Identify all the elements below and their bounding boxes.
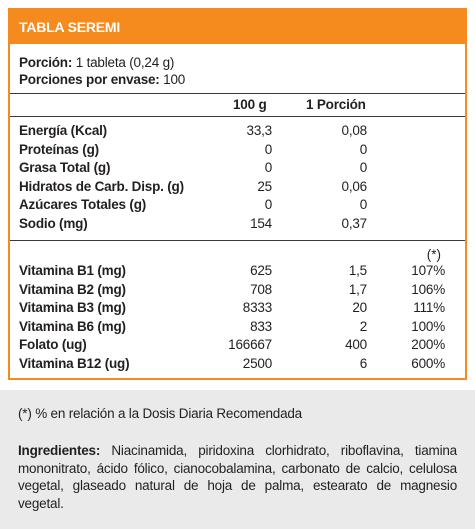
footnote: (*) % en relación a la Dosis Diaria Recomendada [18, 406, 302, 421]
value-percent-ddr: 600% [411, 355, 445, 371]
column-header-per100: 100 g [233, 97, 267, 112]
value-per-portion: 2 [359, 318, 367, 334]
percent-marker: (*) [426, 247, 441, 262]
value-per100: 8333 [242, 300, 272, 315]
nutrient-row [10, 179, 465, 198]
servings-value: 100 [159, 72, 186, 87]
value-percent-ddr: 100% [411, 318, 445, 334]
portion-value: 1 tableta (0,24 g) [72, 55, 175, 70]
row-label: Vitamina B12 (ug) [19, 355, 130, 371]
vitamin-row [10, 282, 465, 301]
value-percent-ddr: 111% [413, 300, 445, 315]
row-label: Vitamina B1 (mg) [19, 263, 126, 278]
nutrient-row [10, 216, 465, 235]
row-label: Azúcares Totales (g) [19, 197, 147, 212]
vitamin-row [10, 319, 465, 338]
row-label: Proteínas (g) [19, 141, 99, 157]
value-per-portion: 0,37 [341, 215, 367, 231]
nutrient-row [10, 197, 465, 216]
value-per-portion: 0 [359, 160, 367, 175]
value-per100: 708 [250, 281, 272, 297]
value-per-portion: 0,08 [341, 123, 367, 138]
nutrient-row [10, 142, 465, 161]
value-per100: 0 [264, 160, 272, 175]
value-per100: 625 [250, 263, 272, 278]
value-per-portion: 0 [359, 197, 367, 212]
value-per100: 154 [250, 215, 272, 231]
value-percent-ddr: 107% [411, 263, 445, 278]
value-per100: 833 [250, 318, 272, 334]
row-label: Grasa Total (g) [19, 160, 111, 175]
percent-marker-row [10, 245, 465, 263]
value-per-portion: 1,7 [348, 281, 367, 297]
value-per100: 166667 [228, 337, 272, 352]
value-per-portion: 400 [345, 337, 367, 352]
vitamins-list [10, 263, 465, 374]
vitamins-section [10, 241, 465, 378]
value-per100: 25 [257, 178, 272, 194]
vitamin-row [10, 300, 465, 319]
servings-line [19, 71, 456, 88]
vitamin-row [10, 337, 465, 356]
value-per-portion: 6 [359, 355, 367, 371]
row-label: Folato (ug) [19, 337, 87, 352]
column-headers [10, 94, 465, 117]
nutrition-table [8, 8, 467, 380]
portion-line [19, 54, 456, 71]
table-title: TABLA SEREMI [10, 10, 465, 44]
row-label: Energía (Kcal) [19, 123, 107, 138]
vitamin-row [10, 263, 465, 282]
row-label: Vitamina B3 (mg) [19, 300, 126, 315]
value-per-portion: 0,06 [341, 178, 367, 194]
value-per100: 0 [264, 197, 272, 212]
row-label: Vitamina B2 (mg) [19, 281, 126, 297]
value-per-portion: 20 [352, 300, 367, 315]
nutrients-list [10, 123, 465, 234]
value-per100: 2500 [242, 355, 272, 371]
value-per100: 33,3 [246, 123, 272, 138]
ingredients [18, 442, 457, 512]
row-label: Sodio (mg) [19, 215, 88, 231]
row-label: Hidratos de Carb. Disp. (g) [19, 178, 184, 194]
column-header-per-portion: 1 Porción [306, 97, 366, 112]
portion-label: Porción: [19, 55, 73, 70]
value-per-portion: 0 [359, 141, 367, 157]
nutrient-row [10, 123, 465, 142]
portion-info [10, 44, 465, 94]
value-percent-ddr: 106% [411, 281, 445, 297]
servings-label: Porciones por envase: [19, 72, 160, 87]
nutrients-section [10, 117, 465, 241]
vitamin-row [10, 356, 465, 375]
ingredients-text: Niacinamida, piridoxina clorhidrato, riboflavina, tiamina mononitrato, ácido fólico, cianocobalamina, carbonato de calcio, celulosa vegetal, glaseado natural de hoja de palma, estearato de magnesio vegetal. [18, 443, 457, 511]
row-label: Vitamina B6 (mg) [19, 318, 126, 334]
ingredients-label: Ingredientes: [18, 443, 101, 458]
value-percent-ddr: 200% [411, 337, 445, 352]
nutrient-row [10, 160, 465, 179]
value-per-portion: 1,5 [348, 263, 367, 278]
footer [0, 390, 475, 529]
value-per100: 0 [264, 141, 272, 157]
